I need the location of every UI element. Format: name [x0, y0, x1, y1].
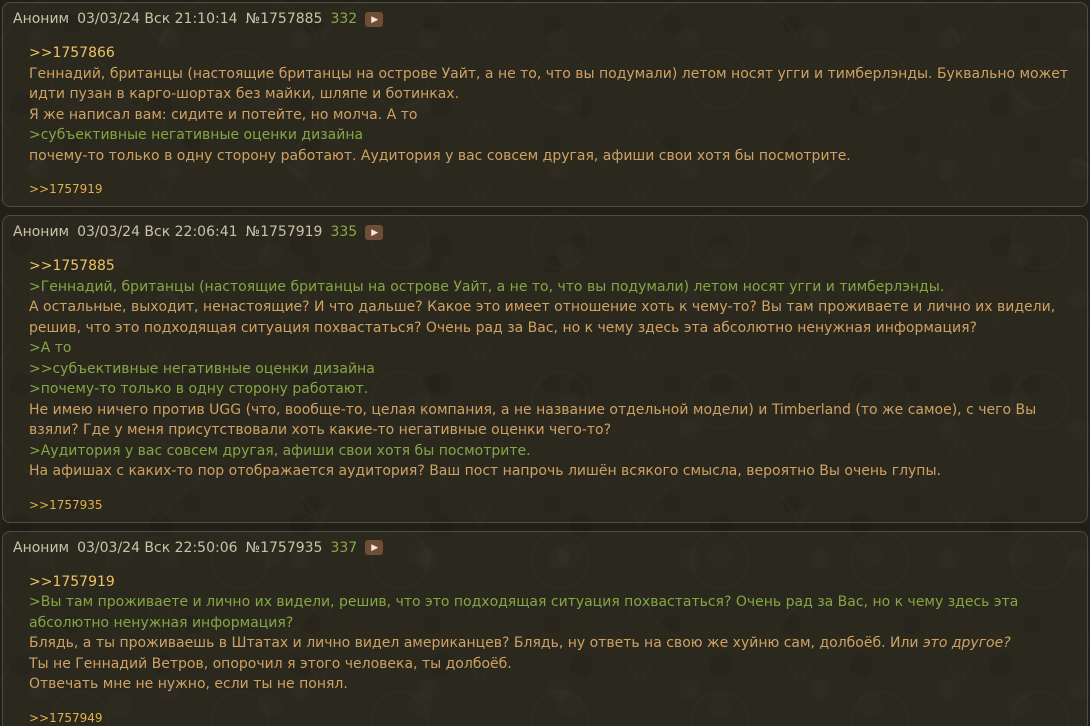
post-card [2, 2, 1088, 207]
greentext-line [29, 125, 1077, 146]
post-date: 03/03/24 Вск 21:10:14 [77, 11, 238, 27]
text-span: >>субъективные негативные оценки дизайна [29, 360, 375, 377]
text-span: Отвечать мне не нужно, если ты не понял. [29, 676, 348, 692]
expand-post-button[interactable] [365, 225, 383, 240]
post-date: 03/03/24 Вск 22:50:06 [77, 539, 238, 556]
text-span: Я же написал вам: сидите и потейте, но молча. А то [29, 106, 418, 123]
text-span: >Геннадий, британцы (настоящие британцы на острове Уайт, а не то, что вы подумали) летом носят угги и тимберлэнды. [29, 278, 945, 295]
quote-link[interactable] [29, 256, 1077, 277]
replies-row [29, 181, 1077, 197]
greentext-line [29, 379, 1077, 400]
greentext-line [29, 359, 1077, 380]
reply-link[interactable]: >>1757919 [29, 182, 103, 196]
text-line [29, 400, 1077, 441]
greentext-line [29, 338, 1077, 359]
expand-post-button[interactable] [365, 540, 383, 555]
post-number-link[interactable]: №1757935 [245, 539, 323, 556]
post-body [29, 572, 1077, 695]
post-header [13, 222, 1077, 242]
greentext-line [29, 592, 1077, 633]
quote-link[interactable] [29, 572, 1077, 593]
play-icon: ▶ [371, 226, 379, 237]
greentext-line [29, 277, 1077, 298]
text-span: >>1757885 [29, 258, 115, 274]
post-card [2, 215, 1088, 523]
post-header [13, 9, 1077, 29]
text-span: >>1757919 [29, 573, 115, 590]
text-span: Блядь, а ты проживаешь в Штатах и лично видел американцев? Блядь, ну ответь на свою же хуйню сам, долбоёб. Или [29, 635, 923, 651]
post-header [13, 538, 1077, 558]
text-span: >Аудитория у вас совсем другая, афиши свои хотя бы посмотрите. [29, 442, 531, 459]
text-span: А остальные, выходит, ненастоящие? И что дальше? Какое это имеет отношение хоть к чему-то? Вы там проживаете и лично их видели, решив, что это подходящая ситуация похвастаться? Очень рад за Вас, но к чему здесь эта абсолютно ненужная информация? [29, 299, 1060, 336]
greentext-line [29, 441, 1077, 462]
italic-text: это другое? [922, 635, 1011, 651]
text-span: Геннадий, британцы (настоящие британцы на острове Уайт, а не то, что вы подумали) летом носят угги и тимберлэнды. Буквально может идти пузан в карго-шортах без майки, шляпе и ботинках. [29, 65, 1073, 102]
post-index-link[interactable]: 332 [330, 11, 358, 27]
post-index-link[interactable]: 335 [330, 224, 358, 240]
text-span: Не имею ничего против UGG (что, вообще-то, целая компания, а не название отдельной модели) и Timberland (то же самое), с чего Вы взяли? Где у меня присутствовали хоть какие-то негативные оценки чего-то? [29, 401, 1041, 438]
text-line [29, 674, 1077, 695]
text-line [29, 461, 1077, 482]
text-span: >А то [29, 340, 72, 356]
text-line [29, 654, 1077, 675]
text-span: >Вы там проживаете и лично их видели, решив, что это подходящая ситуация похвастаться? Очень рад за Вас, но к чему здесь эта абсолютно ненужная информация? [29, 594, 1023, 631]
post-index-link[interactable]: 337 [330, 539, 358, 556]
text-span: почему-то только в одну сторону работают. Аудитория у вас совсем другая, афиши свои хотя бы посмотрите. [29, 147, 851, 164]
post-number-link[interactable]: №1757919 [245, 224, 323, 240]
text-line [29, 633, 1077, 654]
text-line [29, 146, 1077, 167]
play-icon: ▶ [371, 542, 379, 552]
post-number-link[interactable]: №1757885 [245, 11, 323, 27]
replies-row [29, 710, 1077, 726]
post-author: Аноним [13, 224, 70, 240]
expand-post-button[interactable] [365, 12, 383, 27]
text-span: >>1757866 [29, 45, 115, 61]
post-author: Аноним [13, 11, 70, 27]
post-card [2, 531, 1088, 726]
text-line [29, 105, 1077, 126]
text-span: Ты не Геннадий Ветров, опорочил я этого человека, ты долбоёб. [29, 655, 512, 672]
text-span: >субъективные негативные оценки дизайна [29, 127, 364, 143]
text-line [29, 297, 1077, 338]
post-author: Аноним [13, 539, 70, 556]
post-body [29, 43, 1077, 166]
text-span: На афишах с каких-то пор отображается аудитория? Ваш пост напрочь лишён всякого смысла, вероятно Вы очень глупы. [29, 463, 941, 479]
text-line [29, 64, 1077, 105]
text-span: >почему-то только в одну сторону работают. [29, 381, 369, 397]
play-icon: ▶ [371, 13, 379, 24]
quote-link[interactable] [29, 43, 1077, 64]
post-body [29, 256, 1077, 482]
reply-link[interactable]: >>1757949 [29, 710, 103, 725]
replies-row [29, 497, 1077, 513]
post-date: 03/03/24 Вск 22:06:41 [77, 224, 238, 240]
reply-link[interactable]: >>1757935 [29, 497, 103, 512]
